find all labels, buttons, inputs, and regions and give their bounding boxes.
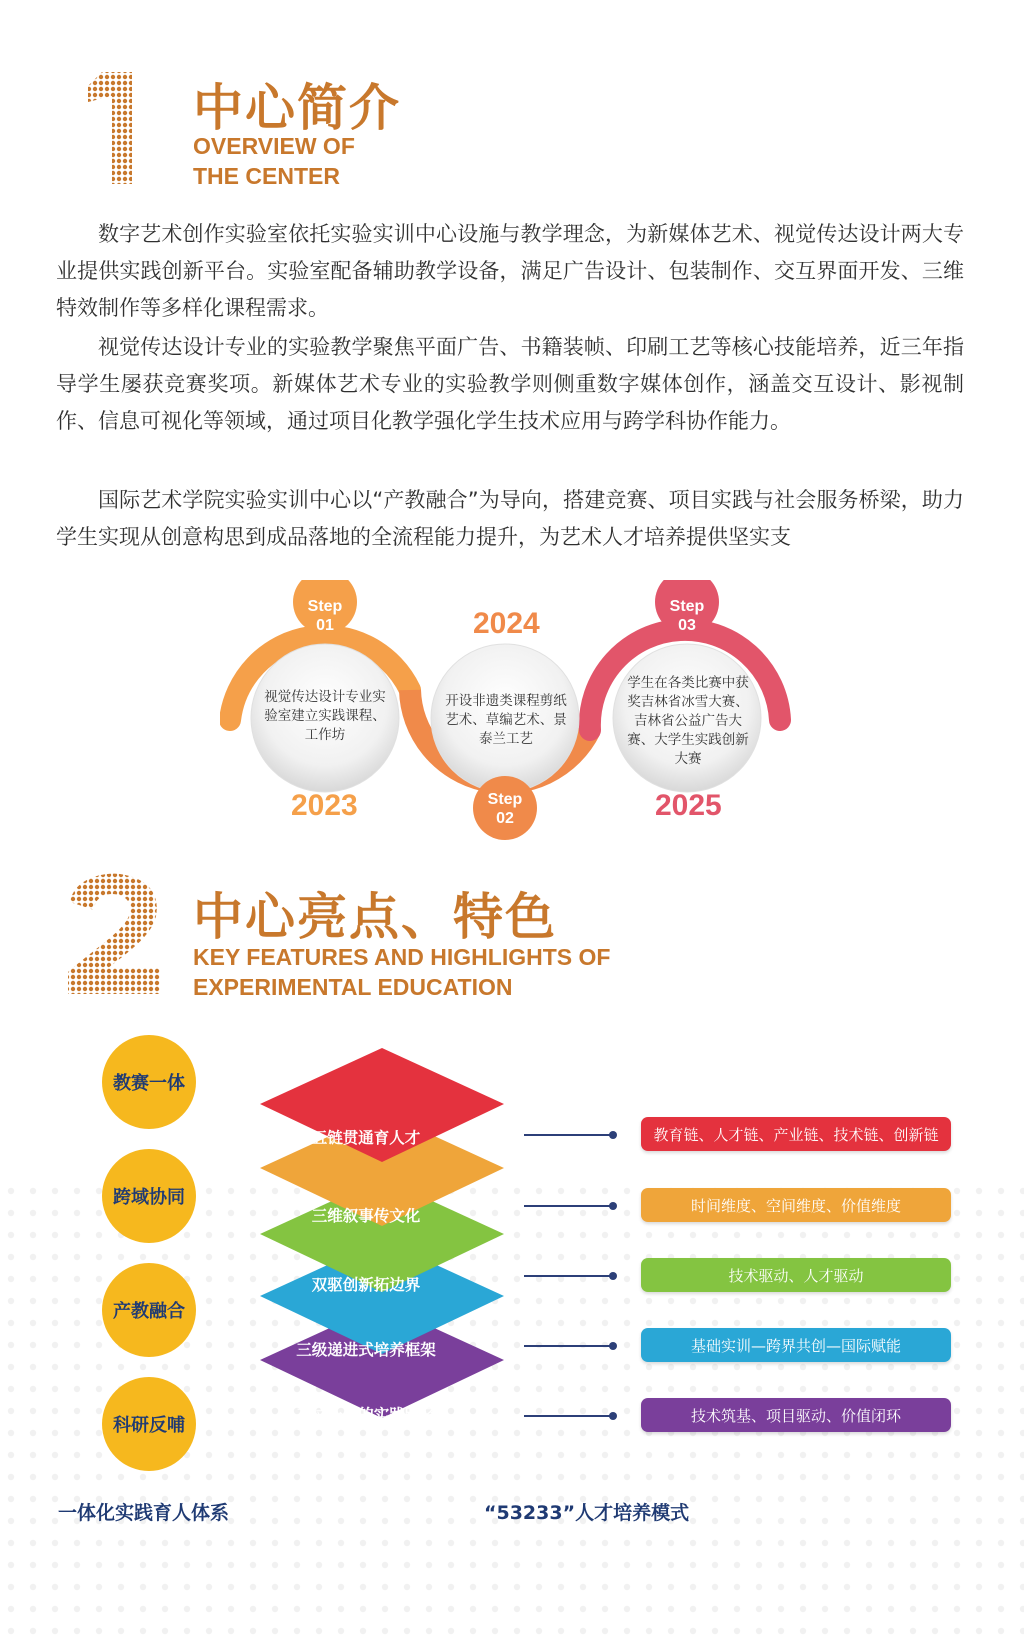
- section1-title-cn: 中心简介: [193, 79, 401, 137]
- layer-label-2: 三维叙事传文化: [311, 1207, 421, 1225]
- connector-1: [524, 1134, 614, 1136]
- timeline-text-2023: 视觉传达设计专业实验室建立实践课程、工作坊: [264, 689, 386, 743]
- feature-circle-4: 科研反哺: [102, 1377, 196, 1471]
- desc-bar-1: 教育链、人才链、产业链、技术链、创新链: [641, 1117, 951, 1151]
- intro-paragraph-1: 数字艺术创作实验室依托实验实训中心设施与教学理念，为新媒体艺术、视觉传达设计两大专业提供实践创新平台。实验室配备辅助教学设备，满足广告设计、包装制作、交互界面开发、三维特效制作等多样化课程需求。: [56, 222, 964, 320]
- feature-circle-3: 产教融合: [102, 1263, 196, 1357]
- timeline-text-2024: 开设非遗类课程剪纸艺术、草编艺术、景泰兰工艺: [445, 693, 567, 747]
- step-word: Step: [307, 598, 343, 615]
- connector-4: [524, 1345, 614, 1347]
- step-word: Step: [669, 598, 705, 615]
- caption-right: “53233”人才培养模式: [484, 1502, 690, 1524]
- section-number-2: [64, 872, 164, 996]
- layer-label-4: 三级递进式培养框架: [296, 1341, 436, 1359]
- step-badge-01: [295, 597, 355, 635]
- layer-label-1: 五链贯通育人才: [311, 1129, 421, 1147]
- feature-circle-1: 教赛一体: [102, 1035, 196, 1129]
- section2-title-cn: 中心亮点、特色: [193, 888, 557, 946]
- section1-title-en-line1: OVERVIEW OF: [193, 133, 355, 159]
- section1-title-en-line2: THE CENTER: [193, 163, 340, 189]
- desc-bar-5: 技术筑基、项目驱动、价值闭环: [641, 1398, 951, 1432]
- caption-left: 一体化实践育人体系: [58, 1502, 230, 1524]
- year-2025: 2025: [655, 789, 722, 822]
- intro-paragraph-2: 视觉传达设计专业的实验教学聚焦平面广告、书籍装帧、印刷工艺等核心技能培养，近三年指导学生屡获竞赛奖项。新媒体艺术专业的实验教学则侧重数字媒体创作，涵盖交互设计、影视制作、信息可视化等领域，通过项目化教学强化学生技术应用与跨学科协作能力。: [56, 335, 964, 433]
- step-word: Step: [487, 791, 523, 808]
- step-number: 03: [678, 617, 696, 634]
- section2-title-en-line2: EXPERIMENTAL EDUCATION: [193, 974, 513, 1000]
- desc-bar-2: 时间维度、空间维度、价值维度: [641, 1188, 951, 1222]
- layer-label-5: 三位一体的实践路径: [296, 1406, 436, 1424]
- step-number: 02: [496, 810, 514, 827]
- connector-5: [524, 1415, 614, 1417]
- layer-label-3: 双驱创新拓边界: [311, 1276, 421, 1294]
- step-number: 01: [316, 617, 334, 634]
- feature-circle-2: 跨域协同: [102, 1149, 196, 1243]
- step-badge-02: [475, 790, 535, 828]
- section2-title-en-line1: KEY FEATURES AND HIGHLIGHTS OF: [193, 944, 611, 970]
- connector-3: [524, 1275, 614, 1277]
- step-badge-03: [657, 597, 717, 635]
- timeline-text-2025: 学生在各类比赛中获奖吉林省冰雪大赛、吉林省公益广告大赛、大学生实践创新大赛: [627, 675, 749, 767]
- connector-2: [524, 1205, 614, 1207]
- section-number-1: [80, 68, 150, 188]
- year-2023: 2023: [291, 789, 358, 822]
- intro-paragraph-3: 国际艺术学院实验实训中心以“产教融合”为导向，搭建竞赛、项目实践与社会服务桥梁，助力学生实现从创意构思到成品落地的全流程能力提升，为艺术人才培养提供坚实支: [56, 488, 964, 549]
- year-2024: 2024: [473, 607, 540, 640]
- desc-bar-4: 基础实训—跨界共创—国际赋能: [641, 1328, 951, 1362]
- desc-bar-3: 技术驱动、人才驱动: [641, 1258, 951, 1292]
